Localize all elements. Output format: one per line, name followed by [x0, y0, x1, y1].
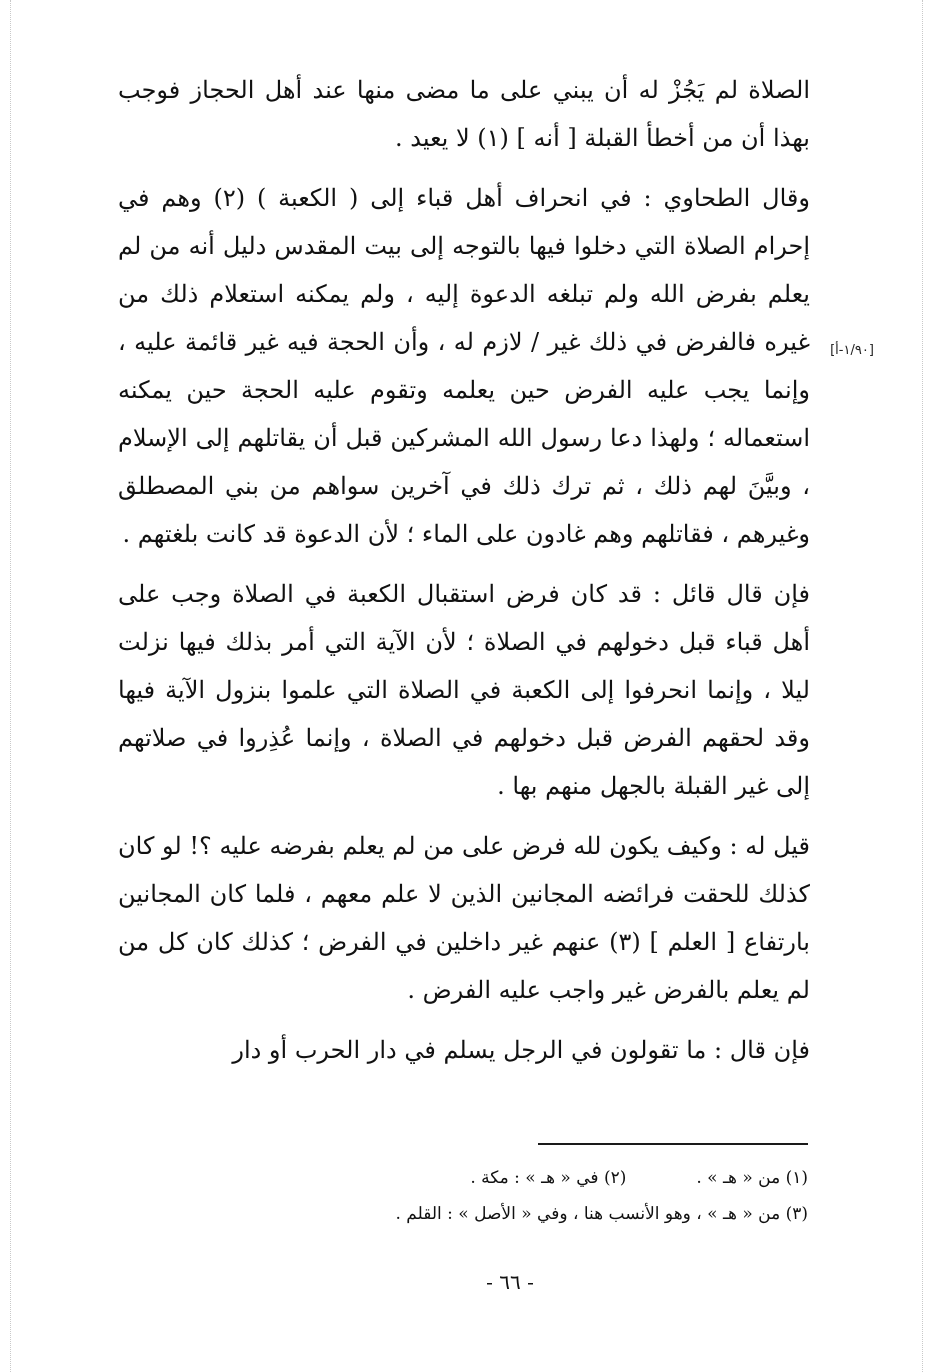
- page-edge-left: [10, 0, 11, 1372]
- paragraph-2: وقال الطحاوي : في انحراف أهل قباء إلى ( الكعبة ) (٢) وهم في إحرام الصلاة التي دخلوا فيها بالتوجه إلى بيت المقدس دليل أنه من لم يعلم بفرض الله ولم تبلغه الدعوة إليه ، ولم يمكنه استعلام ذلك من غيره فالفرض في ذلك غير / لازم له ، وأن الحجة فيه غير قائمة عليه ، وإنما يجب عليه الفرض حين يعلمه وتقوم عليه الحجة حين يمكنه استعماله ؛ ولهذا دعا رسول الله المشركين قبل أن يقاتلهم إلى الإسلام ، وبيَّنَ لهم ذلك ، ثم ترك ذلك في آخرين سواهم من بني المصطلق وغيرهم ، فقاتلهم وهم غادون على الماء ؛ لأن الدعوة قد كانت بلغتهم .: [118, 184, 810, 548]
- page-number: - ٦٦ -: [486, 1270, 534, 1294]
- paragraph-5: فإن قال : ما تقولون في الرجل يسلم في دار الحرب أو دار: [232, 1036, 810, 1064]
- footnote-2: (٢) في « هـ » : مكة .: [470, 1168, 627, 1188]
- paragraph-4: قيل له : وكيف يكون لله فرض على من لم يعلم بفرضه عليه ؟! لو كان كذلك للحقت فرائضه المجانين الذين لا علم معهم ، فلما كان المجانين بارتفاع [ العلم ] (٣) عنهم غير داخلين في الفرض ؛ كذلك كان كل من لم يعلم بالفرض غير واجب عليه الفرض .: [118, 832, 810, 1004]
- main-text: [118, 66, 810, 1074]
- manuscript-folio-note: [١/٩٠-أ]: [830, 343, 874, 358]
- page-edge-right: [922, 0, 923, 1372]
- footnote-row-1: [200, 1160, 808, 1196]
- paragraph-1: الصلاة لم يَجُزْ له أن يبني على ما مضى منها عند أهل الحجاز فوجب بهذا أن من أخطأ القبلة [ أنه ] (١) لا يعيد .: [118, 76, 810, 152]
- footnote-1: (١) من « هـ » .: [696, 1168, 808, 1188]
- footnote-3: (٣) من « هـ » ، وهو الأنسب هنا ، وفي « الأصل » : القلم .: [395, 1204, 808, 1224]
- paragraph-3: فإن قال قائل : قد كان فرض استقبال الكعبة في الصلاة وجب على أهل قباء قبل دخولهم في الصلاة ؛ لأن الآية التي أمر بذلك فيها نزلت ليلا ، وإنما انحرفوا إلى الكعبة في الصلاة التي علموا بنزول الآية فيها وقد لحقهم الفرض قبل دخولهم في الصلاة ، وإنما عُذِروا في صلاتهم إلى غير القبلة بالجهل منهم بها .: [118, 580, 810, 800]
- footnotes: [200, 1160, 808, 1232]
- footnote-separator: [538, 1143, 808, 1145]
